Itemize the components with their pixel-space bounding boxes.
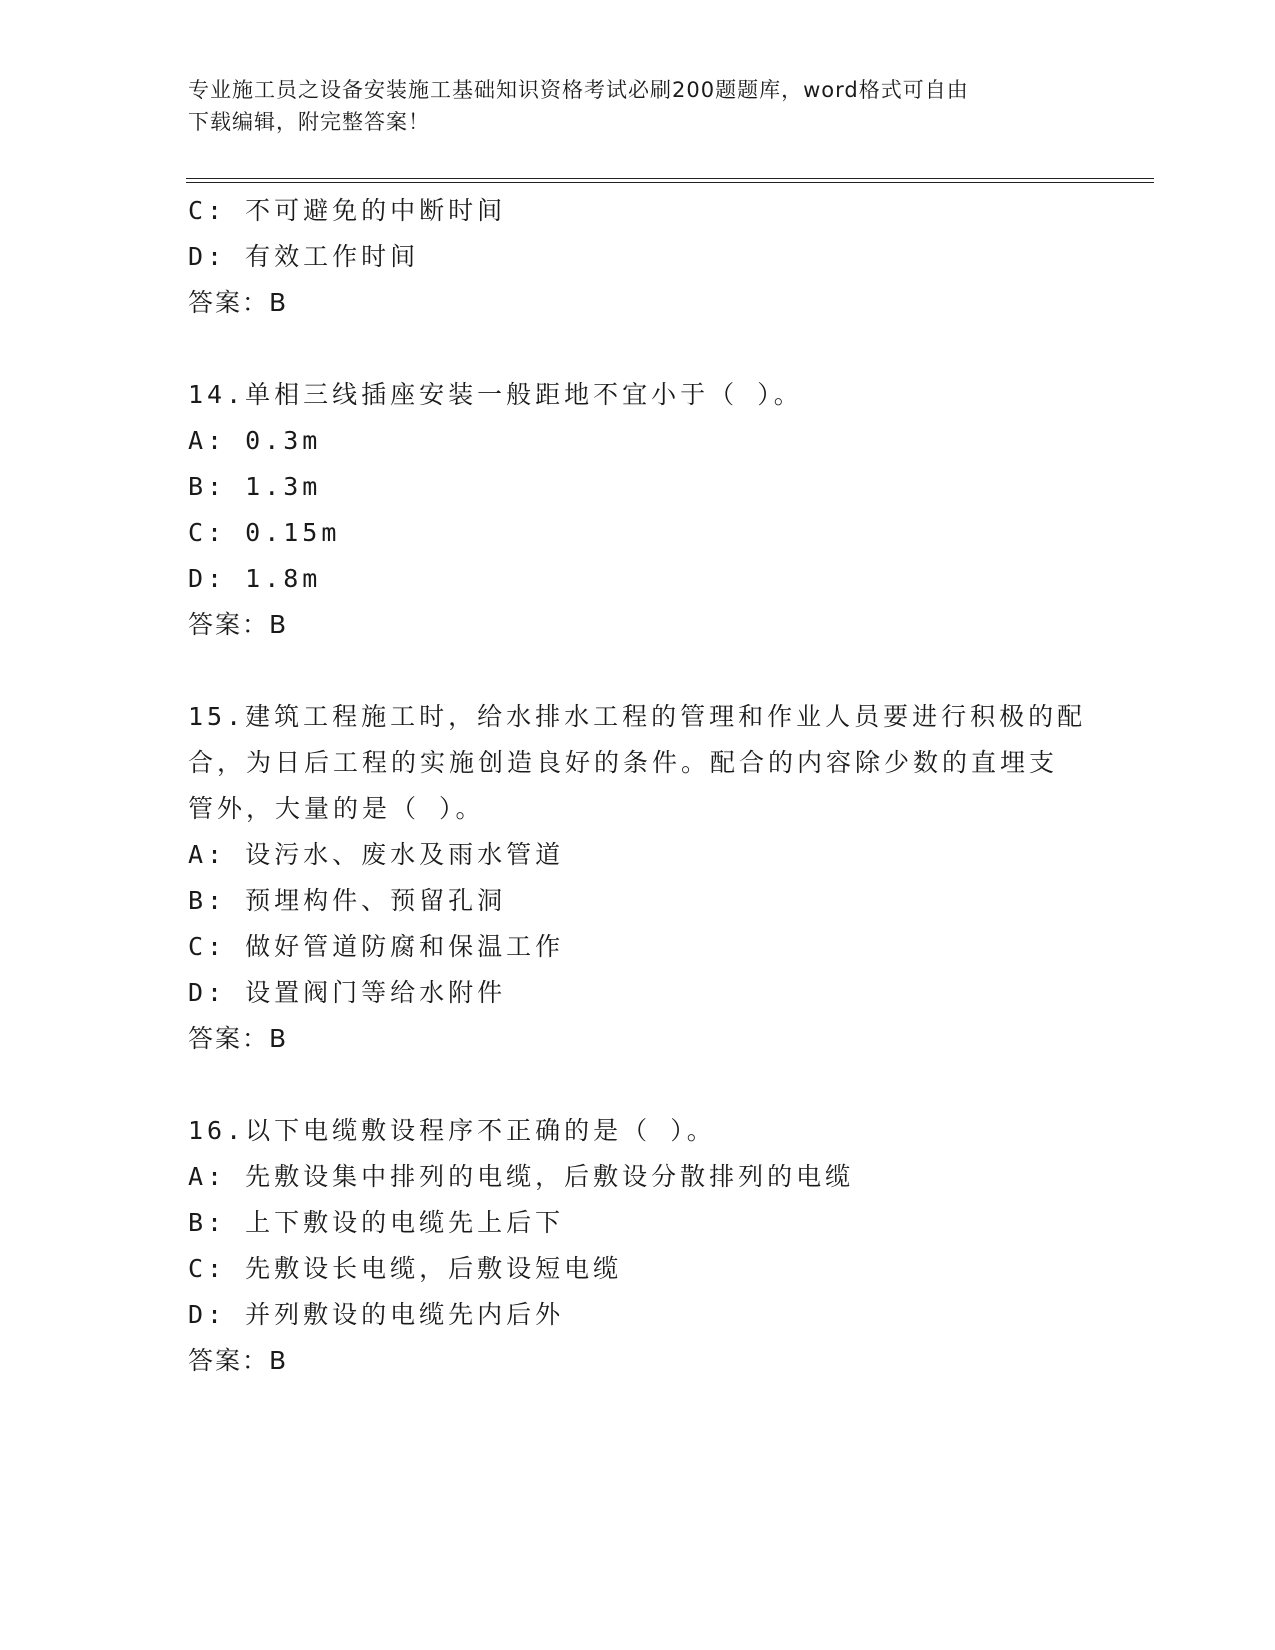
question-stem-line-1: 15.建筑工程施工时，给水排水工程的管理和作业人员要进行积极的配: [188, 702, 1087, 731]
spacer: [188, 648, 1088, 694]
option-b: B: 预埋构件、预留孔洞: [188, 886, 507, 915]
question-stem: 14.单相三线插座安装一般距地不宜小于（ ）。: [188, 380, 803, 409]
option-c: C: 先敷设长电缆，后敷设短电缆: [188, 1254, 623, 1283]
option-d: D: 有效工作时间: [188, 242, 420, 271]
question-stem-line-3: 管外，大量的是（ ）。: [188, 794, 485, 823]
option-b: B: 上下敷设的电缆先上后下: [188, 1208, 565, 1237]
header-line-2: 下载编辑，附完整答案！: [188, 110, 430, 134]
spacer: [188, 326, 1088, 372]
question-stem-line-2: 合，为日后工程的实施创造良好的条件。配合的内容除少数的直埋支: [188, 748, 1059, 777]
option-d: D: 1.8m: [188, 564, 322, 593]
header-divider-bottom: [186, 182, 1154, 183]
question-14: [188, 372, 1088, 648]
option-d: D: 设置阀门等给水附件: [188, 978, 507, 1007]
header-divider-top: [186, 178, 1154, 179]
option-d: D: 并列敷设的电缆先内后外: [188, 1300, 565, 1329]
question-16: [188, 1108, 1088, 1384]
option-c: C: 0.15m: [188, 518, 341, 547]
option-b: B: 1.3m: [188, 472, 322, 501]
answer: 答案：B: [188, 288, 289, 317]
answer: 答案：B: [188, 610, 289, 639]
question-15: [188, 694, 1088, 1062]
spacer: [188, 1062, 1088, 1108]
question-list: [188, 188, 1088, 1384]
header-line-1: 专业施工员之设备安装施工基础知识资格考试必刷200题题库，word格式可自由: [188, 78, 969, 102]
option-c: C: 不可避免的中断时间: [188, 196, 507, 225]
option-c: C: 做好管道防腐和保温工作: [188, 932, 565, 961]
question-stem: 16.以下电缆敷设程序不正确的是（ ）。: [188, 1116, 716, 1145]
option-a: A: 先敷设集中排列的电缆，后敷设分散排列的电缆: [188, 1162, 855, 1191]
option-a: A: 设污水、废水及雨水管道: [188, 840, 565, 869]
document-header: [188, 74, 1088, 138]
question-13-tail: [188, 188, 1088, 326]
answer: 答案：B: [188, 1024, 289, 1053]
option-a: A: 0.3m: [188, 426, 322, 455]
answer: 答案：B: [188, 1346, 289, 1375]
